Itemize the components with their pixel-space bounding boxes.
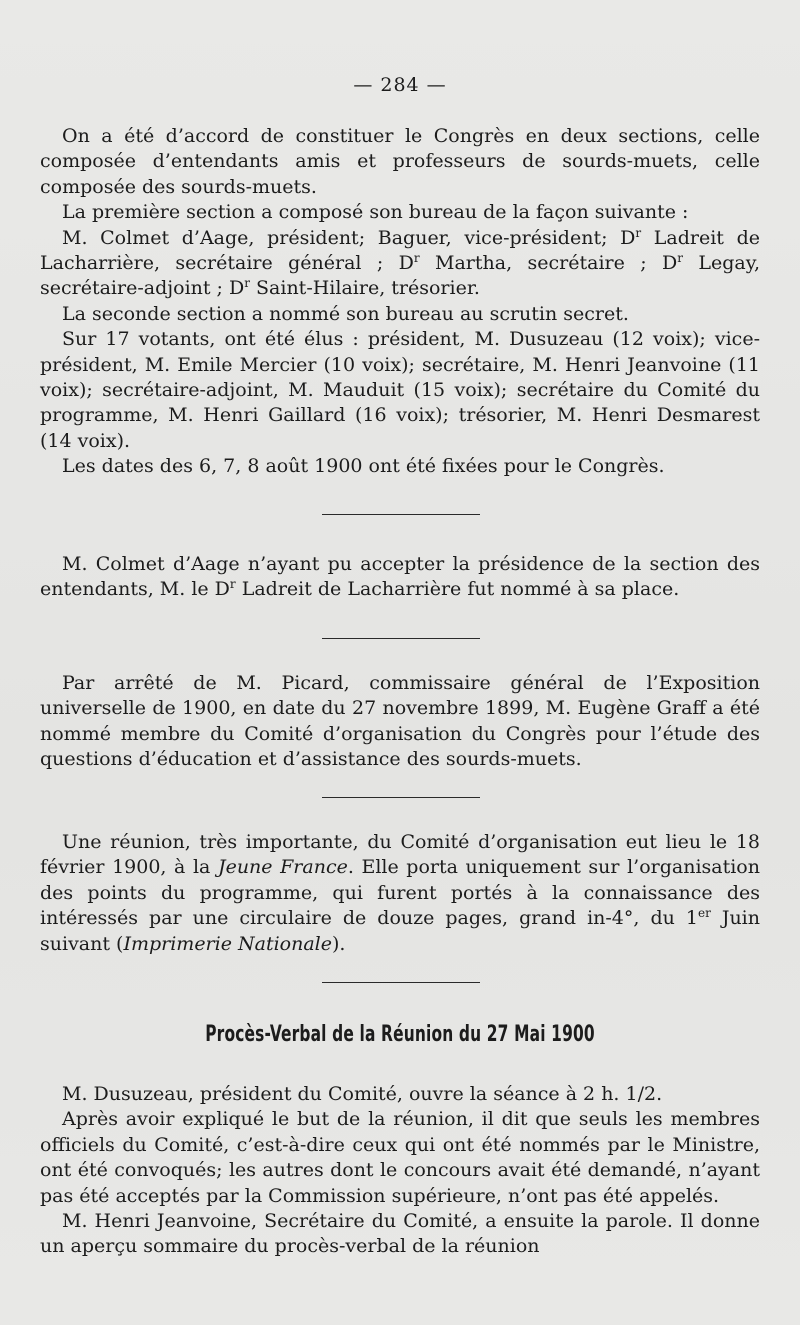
paragraph: Les dates des 6, 7, 8 août 1900 ont été fixées pour le Congrès. [62,455,665,478]
section-heading: Procès-Verbal de la Réunion du 27 Mai 1900 [205,1022,595,1047]
paragraph: M. Colmet d’Aage, président; Baguer, vice-président; $D^r$ Ladreit de Lacharrière, secrétaire général ; $D^r$ Martha, secrétaire ; $D^r$ Legay, secrétaire-adjoint ; $D^r$ Saint-Hilaire, trésorier. [40,225,760,300]
superscript: r [677,251,683,266]
divider [322,982,480,983]
paragraph: M. Dusuzeau, président du Comité, ouvre la séance à 2 h. 1/2. [62,1083,663,1105]
section-presidency [40,552,760,603]
paragraph: Après avoir expliqué le but de la réunion, il dit que seuls les membres officiels du Comité, c’est-à-dire ceux qui ont été nommés par le Ministre, ont été convoqués; les autres dont le concours avait été demandé, n’ayant pas été acceptés par la Commission supérieure, n’ont pas été appelés. [40,1108,760,1207]
text-run: . Elle porta uniquement sur l’organisation des points du programme, qui furent portés à la connaissance des intéressés par une circulaire de douze pages, grand in-4°, du 1 [40,856,760,930]
superscript: r [244,276,250,291]
divider [322,514,480,515]
italic-run: Imprimerie Nationale [123,932,332,955]
section-first-meeting [40,124,760,480]
divider [322,638,480,639]
divider [322,797,480,798]
section-organisation-meeting [40,830,760,957]
paragraph: Sur 17 votants, ont été élus : président, M. Dusuzeau (12 voix); vice-président, M. Emile Mercier (10 voix); secrétaire, M. Henri Jeanvoine (11 voix); secrétaire-adjoint, M. Mauduit (15 voix); secrétaire du Comité du programme, M. Henri Gaillard (16 voix); trésorier, M. Henri Desmarest (14 voix). [40,328,760,452]
section-minutes [40,1082,760,1260]
superscript: r [635,225,642,240]
section-appointment [40,671,760,773]
paragraph: M. Henri Jeanvoine, Secrétaire du Comité, a ensuite la parole. Il donne un aperçu sommaire du procès-verbal de la réunion [40,1210,760,1258]
paragraph: La première section a composé son bureau de la façon suivante : [62,201,689,224]
paragraph: On a été d’accord de constituer le Congrès en deux sections, celle composée d’entendants amis et professeurs de sourds-muets, celle composée des sourds-muets. [40,125,760,198]
superscript: r [413,251,420,266]
text-run: ). [332,932,346,955]
text-run: Une réunion, très importante, du Comité d’organisation eut lieu le 18 février 1900, à la [40,831,760,879]
paragraph: M. Colmet d’Aage n’ayant pu accepter la présidence de la section des entendants, M. le $D^r$ Ladreit de Lacharrière fut nommé à sa place. [40,553,760,601]
italic-run: Jeune France [217,856,348,879]
paragraph: La seconde section a nommé son bureau au scrutin secret. [62,302,629,325]
page-number: — 284 — [353,74,447,96]
text-run: Juin suivant ( [40,907,760,955]
superscript: er [697,906,711,921]
paragraph [40,830,760,957]
paragraph: Par arrêté de M. Picard, commissaire général de l’Exposition universelle de 1900, en date du 27 novembre 1899, M. Eugène Graff a été nommé membre du Comité d’organisation du Congrès pour l’étude des questions d’éducation et d’assistance des sourds-muets. [40,672,760,771]
superscript: r [229,577,236,592]
